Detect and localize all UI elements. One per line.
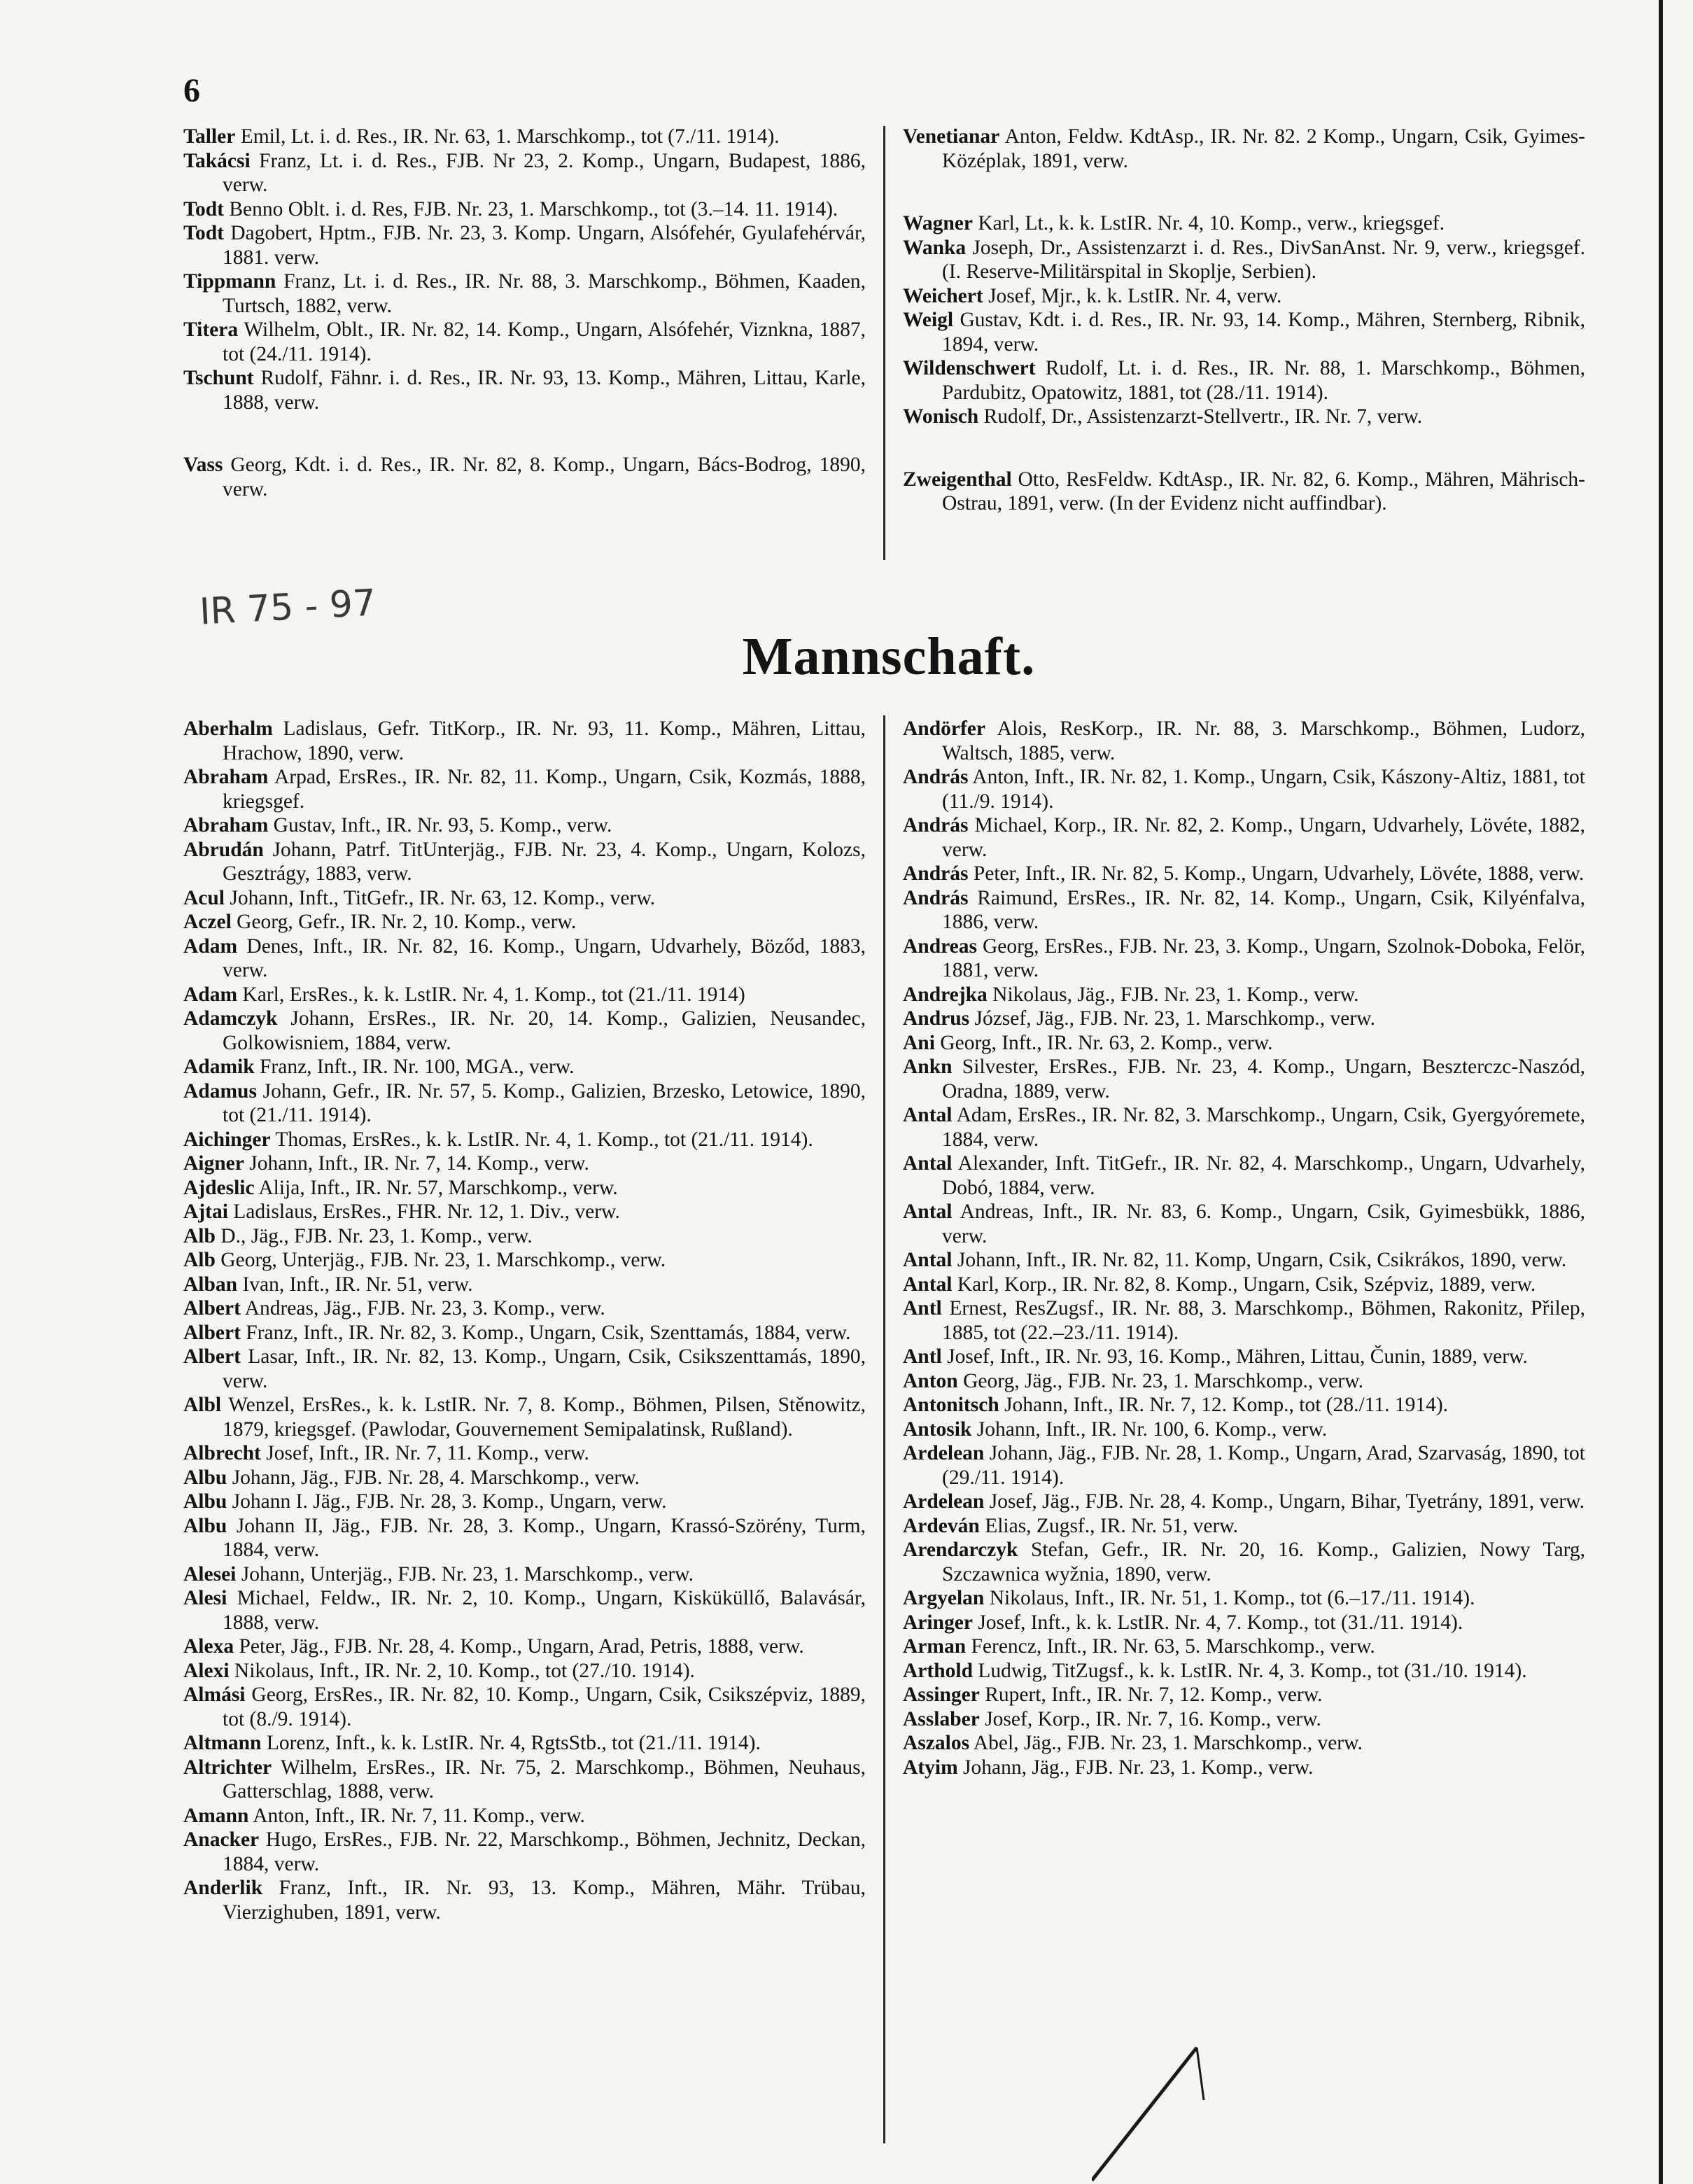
entry-surname: Aigner xyxy=(183,1152,244,1175)
roster-entry xyxy=(903,1611,1585,1635)
roster-entry xyxy=(903,1152,1585,1200)
entry-surname: Albrecht xyxy=(183,1442,261,1464)
entry-surname: Albl xyxy=(183,1394,222,1416)
entry-details: Ladislaus, ErsRes., FHR. Nr. 12, 1. Div., verw. xyxy=(233,1200,620,1223)
entry-details: Georg, Kdt. i. d. Res., IR. Nr. 82, 8. Komp., Ungarn, Bács-Bodrog, 1890, verw. xyxy=(223,454,866,500)
entry-surname: Weigl xyxy=(903,309,954,331)
roster-entry xyxy=(903,1538,1585,1586)
roster-entry xyxy=(903,1296,1585,1345)
entry-details: Peter, Jäg., FJB. Nr. 28, 4. Komp., Ungarn, Arad, Petris, 1888, verw. xyxy=(239,1635,804,1658)
roster-entry xyxy=(903,717,1585,765)
entry-surname: András xyxy=(903,814,969,836)
entry-details: Gustav, Inft., IR. Nr. 93, 5. Komp., verw. xyxy=(273,814,612,836)
entry-details: Johann, ErsRes., IR. Nr. 20, 14. Komp., Galizien, Neusandec, Golkowisniem, 1884, verw. xyxy=(223,1007,866,1054)
entry-surname: Anacker xyxy=(183,1828,260,1851)
section-heading: Mannschaft. xyxy=(742,627,1036,686)
entry-details: Andreas, Inft., IR. Nr. 83, 6. Komp., Ungarn, Csik, Gyimesbükk, 1886, verw. xyxy=(942,1200,1586,1247)
roster-entry xyxy=(903,813,1585,862)
roster-entry xyxy=(903,1369,1585,1394)
entry-details: Georg, ErsRes., FJB. Nr. 23, 3. Komp., Ungarn, Szolnok-Doboka, Felör, 1881, verw. xyxy=(942,934,1585,981)
entry-details: Franz, Lt. i. d. Res., FJB. Nr 23, 2. Komp., Ungarn, Budapest, 1886, verw. xyxy=(223,149,866,196)
entry-surname: Antonitsch xyxy=(903,1394,999,1416)
entry-surname: Wonisch xyxy=(903,405,979,428)
roster-entry xyxy=(183,765,866,813)
entry-surname: Albert xyxy=(183,1297,241,1320)
entry-surname: Wildenschwert xyxy=(903,357,1036,379)
entry-details: Franz, Inft., IR. Nr. 93, 13. Komp., Mähren, Mähr. Trübau, Vierzighuben, 1891, verw. xyxy=(223,1877,866,1924)
roster-entry xyxy=(183,717,866,765)
entry-details: Ladislaus, Gefr. TitKorp., IR. Nr. 93, 11. Komp., Mähren, Littau, Hrachow, 1890, verw. xyxy=(223,718,866,764)
roster-entry xyxy=(183,1731,866,1756)
roster-entry xyxy=(183,1490,866,1514)
roster-entry xyxy=(903,1441,1585,1490)
entry-surname: Andrejka xyxy=(903,983,988,1006)
entry-details: Michael, Feldw., IR. Nr. 2, 10. Komp., Ungarn, Kisküküllő, Balavásár, 1888, verw. xyxy=(223,1587,866,1634)
entry-surname: Alb xyxy=(183,1224,216,1247)
entry-details: Johann, Inft., IR. Nr. 82, 11. Komp, Ungarn, Csik, Csikrákos, 1890, verw. xyxy=(957,1249,1567,1271)
entry-details: Josef, Inft., IR. Nr. 93, 16. Komp., Mähren, Littau, Čunin, 1889, verw. xyxy=(947,1345,1528,1368)
column-divider-top xyxy=(883,126,885,560)
entry-details: Rudolf, Dr., Assistenzarzt-Stellvertr., IR. Nr. 7, verw. xyxy=(983,405,1423,428)
entry-details: Thomas, ErsRes., k. k. LstIR. Nr. 4, 1. Komp., tot (21./11. 1914). xyxy=(275,1128,813,1151)
entry-surname: Takácsi xyxy=(183,149,251,172)
entry-surname: Andreas xyxy=(903,934,978,958)
roster-entry xyxy=(183,838,866,886)
roster-entry xyxy=(183,125,866,149)
entry-surname: Anton xyxy=(903,1369,958,1392)
roster-entry xyxy=(183,1248,866,1273)
roster-entry xyxy=(183,1683,866,1731)
roster-entry xyxy=(903,1200,1585,1248)
entry-details: Karl, ErsRes., k. k. LstIR. Nr. 4, 1. Komp., tot (21./11. 1914) xyxy=(242,983,745,1006)
entry-details: Nikolaus, Inft., IR. Nr. 51, 1. Komp., tot (6.–17./11. 1914). xyxy=(989,1587,1475,1609)
officers-column-left xyxy=(183,125,866,501)
roster-entry xyxy=(183,1007,866,1055)
entry-details: Ludwig, TitZugsf., k. k. LstIR. Nr. 4, 3. Komp., tot (31./10. 1914). xyxy=(978,1659,1527,1682)
entry-surname: Altmann xyxy=(183,1732,262,1754)
entry-details: Wilhelm, ErsRes., IR. Nr. 75, 2. Marschkomp., Böhmen, Neuhaus, Gatterschlag, 1888, verw. xyxy=(223,1756,866,1802)
roster-entry xyxy=(183,1634,866,1659)
entry-surname: Ajtai xyxy=(183,1200,228,1223)
entry-details: Georg, Jäg., FJB. Nr. 23, 1. Marschkomp., verw. xyxy=(963,1369,1364,1392)
entry-surname: Taller xyxy=(183,125,236,148)
entry-surname: Antosik xyxy=(903,1418,972,1441)
roster-entry xyxy=(183,1128,866,1152)
entry-surname: Aringer xyxy=(903,1611,973,1634)
entry-details: Lasar, Inft., IR. Nr. 82, 13. Komp., Ungarn, Csik, Csikszenttamás, 1890, verw. xyxy=(223,1345,866,1392)
entry-surname: Tschunt xyxy=(183,367,254,389)
entry-details: Josef, Inft., k. k. LstIR. Nr. 4, 7. Komp., tot (31./11. 1914). xyxy=(978,1611,1463,1634)
entry-surname: Albert xyxy=(183,1321,241,1344)
roster-entry xyxy=(903,356,1585,405)
entry-details: Rudolf, Fähnr. i. d. Res., IR. Nr. 93, 13. Komp., Mähren, Littau, Karle, 1888, verw. xyxy=(223,367,866,414)
entry-surname: Alb xyxy=(183,1249,216,1271)
entry-surname: Alexa xyxy=(183,1635,234,1658)
entry-surname: András xyxy=(903,766,969,788)
entry-surname: Vass xyxy=(183,454,223,476)
roster-entry xyxy=(903,1393,1585,1418)
roster-entry xyxy=(903,236,1585,284)
entry-surname: Wagner xyxy=(903,212,973,234)
entry-surname: Aberhalm xyxy=(183,718,273,740)
entry-surname: Amann xyxy=(183,1804,249,1827)
entry-surname: Albert xyxy=(183,1345,241,1368)
entry-details: Josef, Inft., IR. Nr. 7, 11. Komp., verw. xyxy=(266,1442,589,1464)
entry-surname: Antal xyxy=(903,1200,953,1223)
entry-surname: Adamus xyxy=(183,1079,257,1102)
entry-surname: Adamczyk xyxy=(183,1007,278,1030)
entry-surname: Andörfer xyxy=(903,718,985,740)
entry-surname: Todt xyxy=(183,197,224,220)
entry-surname: Ardelean xyxy=(903,1442,985,1464)
roster-entry xyxy=(183,1441,866,1466)
entry-details: Wenzel, ErsRes., k. k. LstIR. Nr. 7, 8. Komp., Böhmen, Pilsen, Stěnowitz, 1879, kriegsgef. (Pawlodar, Gouvernement Semipalatinsk, Rußland). xyxy=(223,1394,866,1441)
entry-surname: Antal xyxy=(903,1104,953,1126)
entry-details: Alija, Inft., IR. Nr. 57, Marschkomp., verw. xyxy=(258,1176,618,1199)
entry-details: Rupert, Inft., IR. Nr. 7, 12. Komp., verw. xyxy=(985,1684,1323,1706)
entry-details: Ferencz, Inft., IR. Nr. 63, 5. Marschkomp., verw. xyxy=(971,1635,1375,1658)
entry-surname: Assinger xyxy=(903,1684,980,1706)
entry-details: Elias, Zugsf., IR. Nr. 51, verw. xyxy=(985,1514,1239,1537)
entry-details: Adam, ErsRes., IR. Nr. 82, 3. Marschkomp., Ungarn, Csik, Gyergyóremete, 1884, verw. xyxy=(942,1104,1586,1151)
pen-stroke-mark xyxy=(1092,2044,1218,2184)
roster-entry xyxy=(903,983,1585,1007)
entry-details: Anton, Feldw. KdtAsp., IR. Nr. 82. 2 Komp., Ungarn, Csik, Gyimes-Középlak, 1891, verw. xyxy=(942,125,1585,172)
entry-details: Peter, Inft., IR. Nr. 82, 5. Komp., Ungarn, Udvarhely, Lövéte, 1888, verw. xyxy=(973,862,1585,885)
roster-entry xyxy=(183,1562,866,1587)
roster-entry xyxy=(903,1490,1585,1514)
roster-entry xyxy=(183,1296,866,1321)
roster-entry xyxy=(183,983,866,1007)
entry-surname: Acul xyxy=(183,886,225,909)
entry-surname: Antal xyxy=(903,1273,953,1296)
entry-details: Anton, Inft., IR. Nr. 7, 11. Komp., verw. xyxy=(253,1804,585,1827)
entry-surname: Atyim xyxy=(903,1756,958,1779)
entry-details: Johann, Unterjäg., FJB. Nr. 23, 1. Marschkomp., verw. xyxy=(241,1562,694,1586)
entry-surname: András xyxy=(903,862,969,885)
entry-surname: Albu xyxy=(183,1514,227,1537)
enlisted-column-right xyxy=(903,717,1585,1779)
roster-entry xyxy=(903,886,1585,934)
entry-gap xyxy=(903,173,1585,211)
entry-details: Johann I. Jäg., FJB. Nr. 28, 3. Komp., Ungarn, verw. xyxy=(232,1490,667,1513)
entry-details: Franz, Inft., IR. Nr. 100, MGA., verw. xyxy=(260,1056,575,1078)
roster-entry xyxy=(903,125,1585,173)
roster-entry xyxy=(903,765,1585,813)
roster-entry xyxy=(903,468,1585,516)
roster-entry xyxy=(183,813,866,838)
entry-details: Karl, Korp., IR. Nr. 82, 8. Komp., Ungarn, Csik, Szépviz, 1889, verw. xyxy=(957,1273,1536,1296)
entry-details: Lorenz, Inft., k. k. LstIR. Nr. 4, RgtsStb., tot (21./11. 1914). xyxy=(266,1732,761,1754)
entry-surname: Adam xyxy=(183,983,238,1006)
roster-entry xyxy=(903,405,1585,429)
entry-details: Joseph, Dr., Assistenzarzt i. d. Res., DivSanAnst. Nr. 9, verw., kriegsgef. (I. Reserve-Militärspital in Skoplje, Serbien). xyxy=(942,236,1586,283)
page-number: 6 xyxy=(183,72,200,109)
entry-surname: Alban xyxy=(183,1273,238,1296)
entry-details: Ernest, ResZugsf., IR. Nr. 88, 3. Marschkomp., Böhmen, Rakonitz, Přilep, 1885, tot (22.–23./11. 1914). xyxy=(942,1297,1586,1344)
entry-details: Wilhelm, Oblt., IR. Nr. 82, 14. Komp., Ungarn, Alsófehér, Viznkna, 1887, tot (24./11. 1914). xyxy=(223,318,866,365)
roster-entry xyxy=(183,1345,866,1393)
entry-surname: Albu xyxy=(183,1466,227,1489)
entry-details: Raimund, ErsRes., IR. Nr. 82, 14. Komp., Ungarn, Csik, Kilyénfalva, 1886, verw. xyxy=(942,886,1586,933)
roster-entry xyxy=(183,1079,866,1128)
roster-entry xyxy=(183,1393,866,1441)
roster-entry xyxy=(183,221,866,270)
entry-details: Georg, Inft., IR. Nr. 63, 2. Komp., verw. xyxy=(940,1031,1273,1054)
roster-entry xyxy=(183,1756,866,1804)
entry-details: Johann, Jäg., FJB. Nr. 28, 1. Komp., Ungarn, Arad, Szarvaság, 1890, tot (29./11. 1914). xyxy=(942,1442,1586,1489)
entry-details: Otto, ResFeldw. KdtAsp., IR. Nr. 82, 6. Komp., Mähren, Mährisch-Ostrau, 1891, verw. (In der Evidenz nicht auffindbar). xyxy=(942,468,1586,514)
entry-details: Johann, Jäg., FJB. Nr. 28, 4. Marschkomp., verw. xyxy=(232,1466,640,1489)
entry-gap xyxy=(903,429,1585,468)
roster-entry xyxy=(903,1103,1585,1152)
roster-entry xyxy=(183,910,866,934)
entry-surname: Ankn xyxy=(903,1056,953,1078)
entry-details: Michael, Korp., IR. Nr. 82, 2. Komp., Ungarn, Udvarhely, Lövéte, 1882, verw. xyxy=(942,814,1586,861)
entry-details: Johann II, Jäg., FJB. Nr. 28, 3. Komp., Ungarn, Krassó-Szörény, Turm, 1884, verw. xyxy=(223,1514,866,1561)
roster-entry xyxy=(183,1273,866,1297)
roster-entry xyxy=(903,1731,1585,1756)
entry-surname: Arthold xyxy=(903,1659,973,1682)
roster-entry xyxy=(183,1321,866,1345)
roster-entry xyxy=(903,1756,1585,1780)
entry-details: Georg, ErsRes., IR. Nr. 82, 10. Komp., Ungarn, Csik, Csikszépviz, 1889, tot (8./9. 1914). xyxy=(223,1684,866,1730)
entry-surname: Tippmann xyxy=(183,270,276,293)
entry-details: Johann, Jäg., FJB. Nr. 23, 1. Komp., verw. xyxy=(963,1756,1314,1779)
entry-surname: Antl xyxy=(903,1345,942,1368)
entry-surname: Albu xyxy=(183,1490,227,1513)
entry-details: Johann, Inft., IR. Nr. 100, 6. Komp., verw. xyxy=(976,1418,1328,1441)
entry-details: Benno Oblt. i. d. Res, FJB. Nr. 23, 1. Marschkomp., tot (3.–14. 11. 1914). xyxy=(229,197,838,220)
pencil-annotation: IR 75 - 97 xyxy=(198,582,377,634)
entry-details: Josef, Jäg., FJB. Nr. 28, 4. Komp., Ungarn, Bihar, Tyetrány, 1891, verw. xyxy=(989,1490,1585,1513)
entry-surname: Almási xyxy=(183,1684,246,1706)
roster-entry xyxy=(903,308,1585,356)
roster-entry xyxy=(903,1248,1585,1273)
entry-surname: Ardeván xyxy=(903,1514,980,1537)
entry-details: Johann, Inft., TitGefr., IR. Nr. 63, 12. Komp., verw. xyxy=(230,886,656,909)
roster-entry xyxy=(903,1273,1585,1297)
roster-entry xyxy=(183,1514,866,1562)
entry-details: Rudolf, Lt. i. d. Res., IR. Nr. 88, 1. Marschkomp., Böhmen, Pardubitz, Opatowitz, 1881, tot (28./11. 1914). xyxy=(942,357,1585,404)
entry-surname: Zweigenthal xyxy=(903,468,1012,491)
entry-surname: Venetianar xyxy=(903,125,1000,148)
entry-details: Dagobert, Hptm., FJB. Nr. 23, 3. Komp. Ungarn, Alsófehér, Gyulafehérvár, 1881. verw. xyxy=(223,222,866,269)
roster-entry xyxy=(183,1466,866,1490)
entry-details: Johann, Patrf. TitUnterjäg., FJB. Nr. 23, 4. Komp., Ungarn, Kolozs, Gesztrágy, 1883, verw. xyxy=(223,838,866,885)
roster-entry xyxy=(183,1804,866,1828)
entry-surname: Aichinger xyxy=(183,1128,271,1151)
roster-entry xyxy=(183,149,866,197)
roster-entry xyxy=(903,1418,1585,1442)
entry-details: Andreas, Jäg., FJB. Nr. 23, 3. Komp., verw. xyxy=(244,1297,605,1320)
roster-entry xyxy=(183,934,866,983)
entry-gap xyxy=(183,414,866,453)
entry-surname: Arendarczyk xyxy=(903,1539,1018,1561)
entry-surname: Ajdeslic xyxy=(183,1176,255,1199)
entry-surname: Todt xyxy=(183,222,224,244)
entry-surname: Antal xyxy=(903,1152,953,1175)
entry-details: Denes, Inft., IR. Nr. 82, 16. Komp., Ungarn, Udvarhely, Böződ, 1883, verw. xyxy=(223,934,866,981)
entry-surname: Wanka xyxy=(903,236,967,259)
roster-entry xyxy=(903,1707,1585,1732)
entry-details: Georg, Unterjäg., FJB. Nr. 23, 1. Marschkomp., verw. xyxy=(220,1249,666,1271)
entry-surname: Adamik xyxy=(183,1056,255,1078)
roster-entry xyxy=(183,318,866,366)
roster-entry xyxy=(903,1659,1585,1684)
roster-entry xyxy=(903,1031,1585,1056)
roster-entry xyxy=(903,1634,1585,1659)
roster-entry xyxy=(183,1876,866,1924)
roster-entry xyxy=(183,1152,866,1176)
entry-surname: Alexi xyxy=(183,1659,230,1682)
entry-details: Arpad, ErsRes., IR. Nr. 82, 11. Komp., Ungarn, Csik, Kozmás, 1888, kriegsgef. xyxy=(223,766,866,813)
roster-entry xyxy=(183,1055,866,1079)
roster-entry xyxy=(183,1224,866,1249)
roster-entry xyxy=(903,1586,1585,1611)
entry-details: József, Jäg., FJB. Nr. 23, 1. Marschkomp., verw. xyxy=(974,1007,1375,1030)
entry-surname: Antl xyxy=(903,1297,942,1320)
entry-details: Emil, Lt. i. d. Res., IR. Nr. 63, 1. Marschkomp., tot (7./11. 1914). xyxy=(240,125,780,148)
roster-entry xyxy=(903,1055,1585,1103)
enlisted-column-left xyxy=(183,717,866,1924)
column-divider-bottom xyxy=(883,715,885,2143)
entry-surname: Abraham xyxy=(183,766,269,788)
entry-surname: Adam xyxy=(183,934,238,958)
entry-details: Gustav, Kdt. i. d. Res., IR. Nr. 93, 14. Komp., Mähren, Sternberg, Ribnik, 1894, verw. xyxy=(942,309,1585,356)
entry-surname: Abrudán xyxy=(183,838,264,861)
entry-surname: Antal xyxy=(903,1249,953,1271)
entry-details: Josef, Mjr., k. k. LstIR. Nr. 4, verw. xyxy=(988,284,1282,307)
entry-details: Ivan, Inft., IR. Nr. 51, verw. xyxy=(242,1273,473,1296)
roster-entry xyxy=(183,1659,866,1684)
entry-details: D., Jäg., FJB. Nr. 23, 1. Komp., verw. xyxy=(220,1224,533,1247)
entry-details: Hugo, ErsRes., FJB. Nr. 22, Marschkomp., Böhmen, Jechnitz, Deckan, 1884, verw. xyxy=(223,1828,866,1875)
roster-entry xyxy=(183,1200,866,1224)
officers-column-right xyxy=(903,125,1585,516)
entry-details: Franz, Inft., IR. Nr. 82, 3. Komp., Ungarn, Csik, Szenttamás, 1884, verw. xyxy=(246,1321,851,1344)
entry-details: Nikolaus, Jäg., FJB. Nr. 23, 1. Komp., verw. xyxy=(992,983,1359,1006)
entry-surname: Alesi xyxy=(183,1587,227,1609)
entry-details: Johann, Gefr., IR. Nr. 57, 5. Komp., Galizien, Brzesko, Letowice, 1890, tot (21./11. 1914). xyxy=(223,1079,866,1126)
roster-entry xyxy=(183,886,866,911)
entry-surname: Altrichter xyxy=(183,1756,272,1779)
roster-entry xyxy=(183,1586,866,1634)
roster-entry xyxy=(903,1345,1585,1369)
entry-surname: Alesei xyxy=(183,1562,237,1586)
entry-surname: Ardelean xyxy=(903,1490,985,1513)
entry-details: Georg, Gefr., IR. Nr. 2, 10. Komp., verw. xyxy=(237,911,577,933)
entry-surname: Abraham xyxy=(183,814,269,836)
roster-entry xyxy=(903,862,1585,886)
roster-entry xyxy=(903,1514,1585,1539)
entry-details: Alexander, Inft. TitGefr., IR. Nr. 82, 4. Marschkomp., Ungarn, Udvarhely, Dobó, 1884, verw. xyxy=(942,1152,1585,1199)
roster-entry xyxy=(183,270,866,318)
roster-entry xyxy=(903,934,1585,983)
roster-entry xyxy=(903,1683,1585,1707)
entry-details: Johann, Inft., IR. Nr. 7, 12. Komp., tot (28./11. 1914). xyxy=(1004,1394,1449,1416)
entry-details: Stefan, Gefr., IR. Nr. 20, 16. Komp., Galizien, Nowy Targ, Szczawnica wyžnia, 1890, verw. xyxy=(942,1539,1585,1586)
entry-surname: Ani xyxy=(903,1031,935,1054)
entry-surname: Asslaber xyxy=(903,1707,980,1730)
entry-surname: Aczel xyxy=(183,911,232,933)
entry-details: Johann, Inft., IR. Nr. 7, 14. Komp., verw. xyxy=(249,1152,589,1175)
entry-details: Nikolaus, Inft., IR. Nr. 2, 10. Komp., tot (27./10. 1914). xyxy=(234,1659,695,1682)
entry-details: Abel, Jäg., FJB. Nr. 23, 1. Marschkomp., verw. xyxy=(973,1732,1363,1754)
scan-edge-rule xyxy=(1659,0,1663,2184)
entry-surname: Andrus xyxy=(903,1007,970,1030)
entry-surname: Argyelan xyxy=(903,1587,985,1609)
entry-details: Karl, Lt., k. k. LstIR. Nr. 4, 10. Komp., verw., kriegsgef. xyxy=(978,212,1445,234)
entry-surname: Aszalos xyxy=(903,1732,970,1754)
roster-entry xyxy=(183,1176,866,1200)
roster-entry xyxy=(903,1007,1585,1031)
entry-surname: Arman xyxy=(903,1635,967,1658)
roster-entry xyxy=(183,197,866,222)
entry-details: Silvester, ErsRes., FJB. Nr. 23, 4. Komp., Ungarn, Beszterczc-Naszód, Oradna, 1889, verw. xyxy=(942,1056,1586,1102)
entry-details: Anton, Inft., IR. Nr. 82, 1. Komp., Ungarn, Csik, Kászony-Altiz, 1881, tot (11./9. 1914). xyxy=(942,766,1585,813)
roster-entry xyxy=(903,211,1585,236)
entry-surname: Anderlik xyxy=(183,1877,263,1899)
entry-surname: Weichert xyxy=(903,284,983,307)
roster-entry xyxy=(183,366,866,414)
roster-entry xyxy=(903,284,1585,309)
entry-details: Alois, ResKorp., IR. Nr. 88, 3. Marschkomp., Böhmen, Ludorz, Waltsch, 1885, verw. xyxy=(942,718,1586,764)
entry-details: Franz, Lt. i. d. Res., IR. Nr. 88, 3. Marschkomp., Böhmen, Kaaden, Turtsch, 1882, verw. xyxy=(223,270,866,317)
entry-surname: Titera xyxy=(183,318,239,341)
entry-surname: András xyxy=(903,886,969,909)
entry-details: Josef, Korp., IR. Nr. 7, 16. Komp., verw. xyxy=(985,1707,1321,1730)
roster-entry xyxy=(183,1828,866,1876)
roster-entry xyxy=(183,453,866,501)
